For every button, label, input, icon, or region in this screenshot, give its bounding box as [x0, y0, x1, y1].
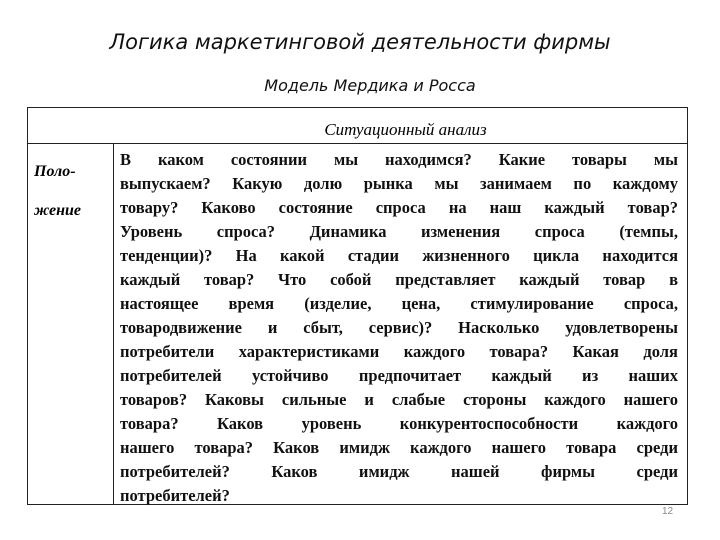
row-label-line: жение	[34, 202, 82, 219]
text-line: нашего товара? Каков имидж каждого нашего товара среди	[120, 438, 678, 457]
text-line: каждый товар? Что собой представляет каждый товар в	[120, 270, 678, 289]
page-number: 12	[662, 506, 674, 517]
analysis-table	[27, 107, 688, 505]
table-header	[28, 108, 687, 144]
row-content	[120, 148, 678, 508]
text-line: Уровень спроса? Динамика изменения спроса (темпы,	[120, 222, 678, 241]
text-line: товара? Каков уровень конкурентоспособности каждого	[120, 414, 678, 433]
table-header-text: Ситуационный анализ	[324, 120, 487, 139]
text-line: В каком состоянии мы находимся? Какие товары мы	[120, 150, 678, 169]
row-label	[28, 144, 114, 504]
text-line: товару? Каково состояние спроса на наш каждый товар?	[120, 198, 678, 217]
slide-title: Логика маркетинговой деятельности фирмы	[109, 30, 611, 54]
text-line: потребители характеристиками каждого товара? Какая доля	[120, 342, 678, 361]
text-line: товаров? Каковы сильные и слабые стороны каждого нашего	[120, 390, 678, 409]
text-line: потребителей?	[120, 486, 230, 505]
slide-subtitle: Модель Мердика и Росса	[264, 76, 476, 95]
text-line: товародвижение и сбыт, сервис)? Насколько удовлетворены	[120, 318, 678, 337]
text-line: потребителей устойчиво предпочитает каждый из наших	[120, 366, 678, 385]
text-line: настоящее время (изделие, цена, стимулирование спроса,	[120, 294, 678, 313]
text-line: потребителей? Каков имидж нашей фирмы среди	[120, 462, 678, 481]
text-line: выпускаем? Какую долю рынка мы занимаем по каждому	[120, 174, 678, 193]
text-line: тенденции)? На какой стадии жизненного цикла находится	[120, 246, 678, 265]
row-label-line: Поло-	[34, 163, 76, 180]
